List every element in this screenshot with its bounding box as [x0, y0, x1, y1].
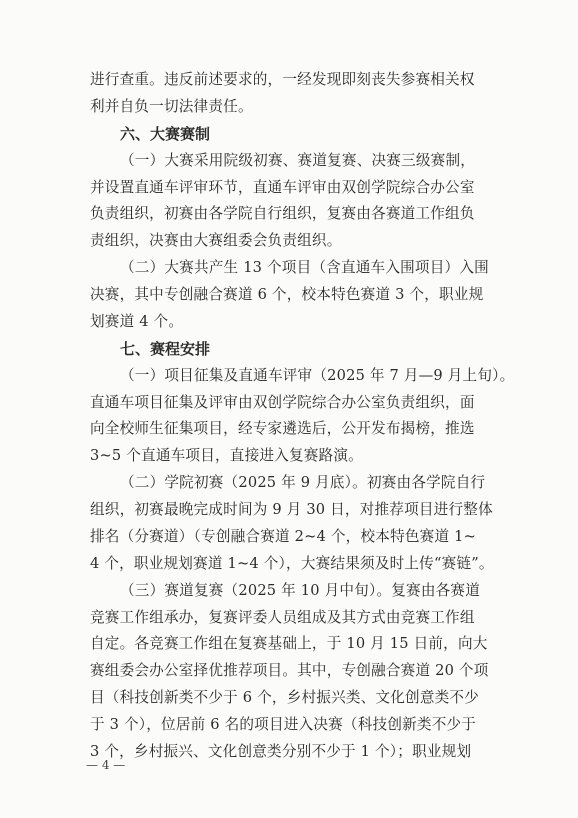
text-line-13: 3~5 个直通车项目，直接进入复赛路演。	[90, 447, 363, 464]
text-line-8: 决赛，其中专创融合赛道 6 个，校本特色赛道 3 个，职业规	[90, 286, 484, 303]
page-number: — 4 —	[86, 758, 126, 772]
text-line-19: 竞赛工作组承办，复赛评委人员组成及其方式由竞赛工作组	[90, 609, 475, 626]
text-line-1: 进行查重。违反前述要求的，一经发现即刻丧失参赛相关权	[90, 71, 475, 88]
text-line-18: （三）赛道复赛（2025 年 10 月中旬）。复赛由各赛道	[120, 582, 481, 599]
section-heading-6: 六、大赛赛制	[120, 125, 211, 143]
section-heading-7: 七、赛程安排	[120, 340, 211, 358]
text-line-22: 目（科技创新类不少于 6 个，乡村振兴类、文化创意类不少	[90, 689, 480, 706]
text-line-3: （一）大赛采用院级初赛、赛道复赛、决赛三级赛制，	[120, 152, 476, 169]
text-line-23: 于 3 个），位居前 6 名的项目进入决赛（科技创新类不少于	[90, 716, 477, 733]
text-line-7: （二）大赛共产生 13 个项目（含直通车入围项目）入围	[120, 259, 489, 276]
text-line-20: 自定。各竞赛工作组在复赛基础上，于 10 月 15 日前，向大	[90, 635, 488, 652]
text-line-12: 向全校师生征集项目，经专家遴选后，公开发布揭榜，推选	[90, 420, 475, 437]
text-line-2: 利并自负一切法律责任。	[90, 98, 253, 115]
text-line-17: 4 个，职业规划赛道 1~4 个），大赛结果须及时上传“赛链”。	[90, 555, 494, 572]
text-line-14: （二）学院初赛（2025 年 9 月底）。初赛由各学院自行	[120, 474, 486, 491]
text-line-24: 3 个，乡村振兴、文化创意类分别不少于 1 个）；职业规划	[90, 743, 472, 760]
text-line-21: 赛组委会办公室择优推荐项目。其中，专创融合赛道 20 个项	[90, 662, 489, 679]
text-line-6: 责组织，决赛由大赛组委会负责组织。	[90, 232, 342, 249]
text-line-11: 直通车项目征集及评审由双创学院综合办公室负责组织，面	[90, 394, 475, 411]
text-line-16: 排名（分赛道）（专创融合赛道 2~4 个，校本特色赛道 1~	[90, 528, 476, 545]
text-line-5: 负责组织，初赛由各学院自行组织，复赛由各赛道工作组负	[90, 205, 475, 222]
text-line-9: 划赛道 4 个。	[90, 313, 184, 330]
text-line-10: （一）项目征集及直通车评审（2025 年 7 月—9 月上旬）。	[120, 367, 515, 384]
text-line-4: 并设置直通车评审环节，直通车评审由双创学院综合办公室	[90, 179, 475, 196]
text-line-15: 组织，初赛最晚完成时间为 9 月 30 日，对推荐项目进行整体	[90, 501, 493, 518]
